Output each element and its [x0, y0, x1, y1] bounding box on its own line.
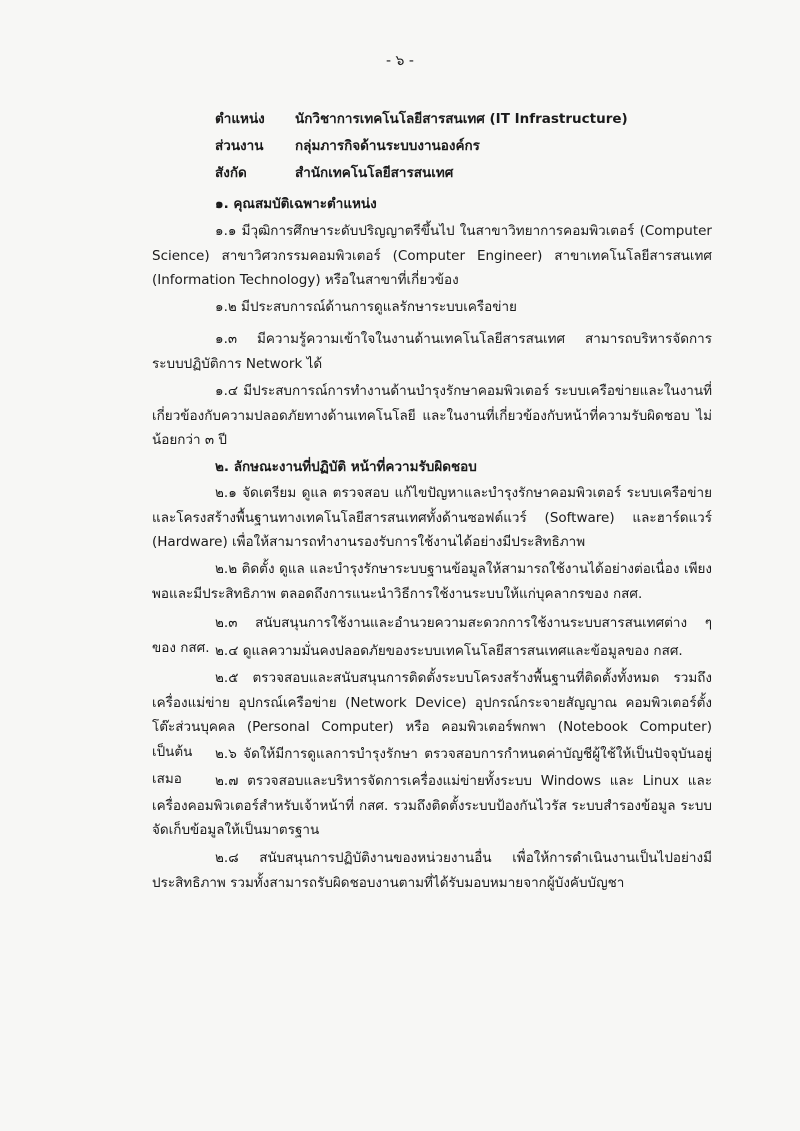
section2-item-1-text: ๒.๑ จัดเตรียม ดูแล ตรวจสอบ แก้ไขปัญหาและบำรุงรักษาคอมพิวเตอร์ ระบบเครือข่ายและโครงสร้างพื้นฐานทางเทคโนโลยีสารสนเทศทั้งด้านซอฟต์แวร์ (Software) และฮาร์ดแวร์ (Hardware) เพื่อให้สามารถทำงานรองรับการใช้งานได้อย่างมีประสิทธิภาพ [152, 485, 712, 550]
affiliation-label: สังกัด [215, 164, 247, 181]
section2-item-7-text: ๒.๗ ตรวจสอบและบริหารจัดการเครื่องแม่ข่ายทั้งระบบ Windows และ Linux และเครื่องคอมพิวเตอร์สำหรับเจ้าหน้าที่ กสศ. รวมถึงติดตั้งระบบป้องกันไวรัส ระบบสำรองข้อมูล ระบบจัดเก็บข้อมูลให้เป็นมาตรฐาน [152, 773, 712, 838]
section2-item-3-text: ๒.๓ สนับสนุนการใช้งานและอำนวยความสะดวกการใช้งานระบบสารสนเทศต่าง ๆ ของ กสศ. [152, 615, 712, 656]
unit-value: กลุ่มภารกิจด้านระบบงานองค์กร [295, 137, 480, 154]
section1-item-2-text: ๑.๒ มีประสบการณ์ด้านการดูแลรักษาระบบเครือข่าย [215, 299, 517, 315]
position-value: นักวิชาการเทคโนโลยีสารสนเทศ (IT Infrastructure) [295, 110, 628, 127]
position-header [215, 104, 628, 185]
section1-item-3-text: ๑.๓ มีความรู้ความเข้าใจในงานด้านเทคโนโลยีสารสนเทศ สามารถบริหารจัดการระบบปฏิบัติการ Network ได้ [152, 331, 712, 372]
affiliation-row [215, 158, 628, 185]
section1-item-3 [152, 327, 712, 376]
unit-label: ส่วนงาน [215, 137, 264, 154]
section1-item-2 [152, 295, 712, 320]
section2-item-5-text: ๒.๕ ตรวจสอบและสนับสนุนการติดตั้งระบบโครงสร้างพื้นฐานที่ติดตั้งทั้งหมด รวมถึงเครื่องแม่ข่าย อุปกรณ์เครือข่าย (Network Device) อุปกรณ์กระจายสัญญาณ คอมพิวเตอร์ตั้งโต๊ะส่วนบุคคล (Personal Computer) หรือ คอมพิวเตอร์พกพา (Notebook Computer) เป็นต้น [152, 670, 712, 760]
unit-row [215, 131, 628, 158]
section2-item-6-text: ๒.๖ จัดให้มีการดูแลการบำรุงรักษา ตรวจสอบการกำหนดค่าบัญชีผู้ใช้ให้เป็นปัจจุบันอยู่เสมอ [152, 746, 712, 787]
position-label: ตำแหน่ง [215, 110, 265, 127]
section2-item-2-text: ๒.๒ ติดตั้ง ดูแล และบำรุงรักษาระบบฐานข้อมูลให้สามารถใช้งานได้อย่างต่อเนื่อง เพียงพอและมีประสิทธิภาพ ตลอดถึงการแนะนำวิธีการใช้งานระบบให้แก่บุคลากรของ กสศ. [152, 561, 712, 602]
section1-item-4-text: ๑.๔ มีประสบการณ์การทำงานด้านบำรุงรักษาคอมพิวเตอร์ ระบบเครือข่ายและในงานที่เกี่ยวข้องกับความปลอดภัยทางด้านเทคโนโลยี และในงานที่เกี่ยวข้องกับหน้าที่ความรับผิดชอบ ไม่น้อยกว่า ๓ ปี [152, 383, 712, 448]
section2-item-1 [152, 481, 712, 555]
section2-item-2 [152, 557, 712, 606]
section2-item-4 [152, 639, 712, 664]
page-number: - ๖ - [386, 53, 414, 69]
section1-item-1 [152, 219, 712, 293]
section1-item-4 [152, 379, 712, 453]
section2-title: ๒. ลักษณะงานที่ปฏิบัติ หน้าที่ความรับผิดชอบ [215, 459, 477, 475]
section2-item-8 [152, 846, 712, 895]
section2-item-7 [152, 769, 712, 843]
affiliation-value: สำนักเทคโนโลยีสารสนเทศ [295, 164, 454, 181]
section1-item-1-text: ๑.๑ มีวุฒิการศึกษาระดับปริญญาตรีขึ้นไป ในสาขาวิทยาการคอมพิวเตอร์ (Computer Science) สาขาวิศวกรรมคอมพิวเตอร์ (Computer Engineer) สาขาเทคโนโลยีสารสนเทศ (Information Technology) หรือในสาขาที่เกี่ยวข้อง [152, 223, 712, 288]
position-row [215, 104, 628, 131]
section1-title: ๑. คุณสมบัติเฉพาะตำแหน่ง [215, 196, 377, 212]
section2-item-4-text: ๒.๔ ดูแลความมั่นคงปลอดภัยของระบบเทคโนโลยีสารสนเทศและข้อมูลของ กสศ. [215, 643, 683, 659]
section2-item-8-text: ๒.๘ สนับสนุนการปฏิบัติงานของหน่วยงานอื่น เพื่อให้การดำเนินงานเป็นไปอย่างมีประสิทธิภาพ รวมทั้งสามารถรับผิดชอบงานตามที่ได้รับมอบหมายจากผู้บังคับบัญชา [152, 850, 712, 891]
